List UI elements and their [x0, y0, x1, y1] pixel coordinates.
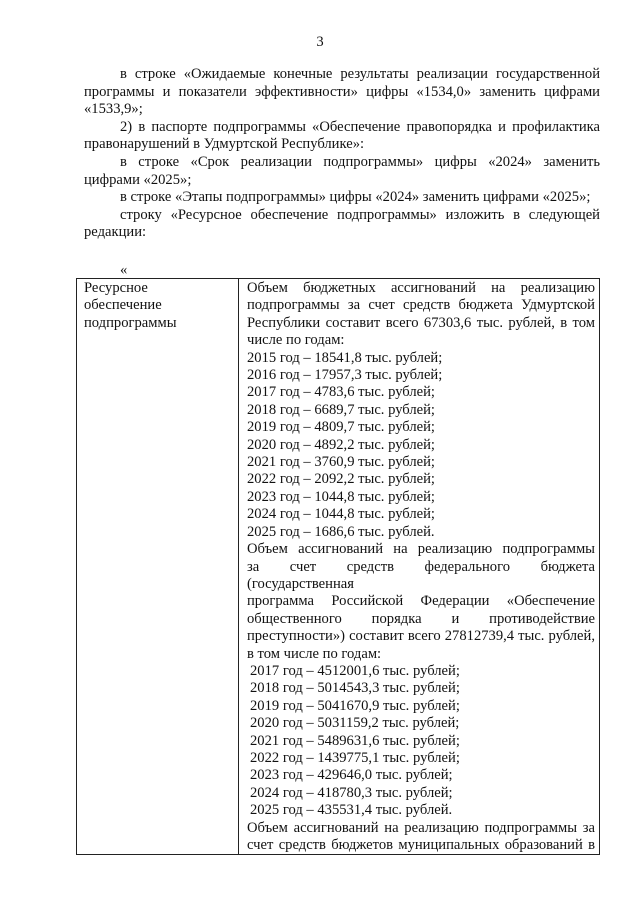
federal-budget-header-line: в том числе по годам: [247, 645, 382, 662]
opening-quote-mark: « [120, 262, 128, 278]
municipal-budget-header-line: счет средств бюджетов муниципальных образований в [247, 837, 595, 853]
federal-budget-section [247, 541, 595, 820]
amendment-paragraph-subprogram-passport: 2) в паспорте подпрограммы «Обеспечение правопорядка и профилактика правонарушений в Удмуртской Республике»: [84, 118, 600, 153]
regional-budget-section [247, 280, 595, 541]
regional-budget-header-line: числе по годам: [247, 332, 345, 349]
amendment-paragraph-implementation-period: в строке «Срок реализации подпрограммы» цифры «2024» заменить цифрами «2025»; [84, 153, 600, 188]
resource-provision-table [76, 278, 600, 855]
table-row [77, 279, 600, 855]
federal-year-amount: 2020 год – 5031159,2 тыс. рублей; [250, 715, 460, 732]
regional-budget-header-line: Объем бюджетных ассигнований на реализацию [247, 280, 595, 296]
regional-year-amount: 2019 год – 4809,7 тыс. рублей; [247, 419, 435, 436]
row-label-line: подпрограммы [84, 314, 177, 331]
federal-year-amount: 2024 год – 418780,3 тыс. рублей; [250, 784, 453, 801]
regional-year-amount: 2023 год – 1044,8 тыс. рублей; [247, 488, 435, 505]
amendment-paragraph-subprogram-stages: в строке «Этапы подпрограммы» цифры «2024» заменить цифрами «2025»; [120, 189, 591, 206]
row-label-cell [77, 279, 239, 855]
federal-budget-header-line: общественного порядка и противодействие [247, 610, 595, 627]
page-number: 3 [316, 34, 324, 50]
federal-budget-header-line: за счет средств федерального бюджета (государственная [247, 558, 595, 592]
federal-budget-header-line: программа Российской Федерации «Обеспечение [247, 593, 595, 610]
federal-year-amount: 2022 год – 1439775,1 тыс. рублей; [250, 749, 460, 766]
federal-year-amount: 2025 год – 435531,4 тыс. рублей. [250, 802, 453, 819]
federal-budget-header-line: Объем ассигнований на реализацию подпрограммы [247, 541, 595, 558]
regional-budget-header-line: подпрограммы за счет средств бюджета Удмуртской [247, 297, 595, 314]
regional-year-amount: 2017 год – 4783,6 тыс. рублей; [247, 384, 435, 401]
federal-year-amount: 2019 год – 5041670,9 тыс. рублей; [250, 697, 460, 714]
regional-year-amount: 2015 год – 18541,8 тыс. рублей; [247, 349, 443, 366]
row-label-line: обеспечение [84, 297, 162, 314]
row-label-line: Ресурсное [84, 280, 148, 296]
funding-details-cell [239, 279, 600, 855]
amendment-paragraph-resource-provision: строку «Ресурсное обеспечение подпрограммы» изложить в следующей редакции: [84, 206, 600, 241]
regional-budget-header-line: Республики составит всего 67303,6 тыс. рублей, в том [247, 314, 595, 331]
regional-year-amount: 2018 год – 6689,7 тыс. рублей; [247, 401, 435, 418]
federal-budget-header-line: преступности») составит всего 27812739,4 тыс. рублей, [247, 628, 595, 645]
regional-year-amount: 2021 год – 3760,9 тыс. рублей; [247, 454, 435, 471]
federal-year-amount: 2017 год – 4512001,6 тыс. рублей; [250, 662, 460, 679]
regional-year-amount: 2022 год – 2092,2 тыс. рублей; [247, 471, 435, 488]
regional-year-amount: 2016 год – 17957,3 тыс. рублей; [247, 367, 443, 384]
regional-year-amount: 2025 год – 1686,6 тыс. рублей. [247, 523, 435, 540]
federal-year-amount: 2023 год – 429646,0 тыс. рублей; [250, 767, 453, 784]
regional-year-amount: 2024 год – 1044,8 тыс. рублей; [247, 506, 435, 523]
amendment-paragraph-expected-results: в строке «Ожидаемые конечные результаты реализации государственной программы и показатели эффективности» цифры «1534,0» заменить цифрами «1533,9»; [84, 66, 600, 118]
federal-year-amount: 2021 год – 5489631,6 тыс. рублей; [250, 732, 460, 749]
amendment-text [84, 66, 600, 242]
municipal-budget-section [247, 820, 595, 855]
federal-year-amount: 2018 год – 5014543,3 тыс. рублей; [250, 680, 460, 697]
municipal-budget-header-line: Объем ассигнований на реализацию подпрограммы за [247, 819, 595, 836]
regional-year-amount: 2020 год – 4892,2 тыс. рублей; [247, 436, 435, 453]
